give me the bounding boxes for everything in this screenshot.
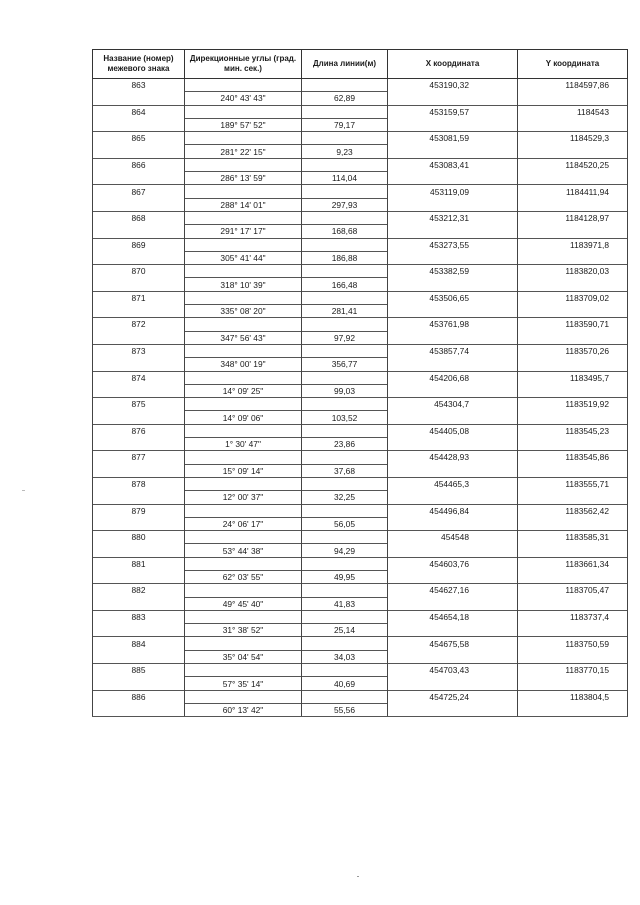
x-coordinate-cell: 453083,41 — [388, 158, 518, 171]
y-coordinate-cell-empty — [518, 517, 628, 530]
length-cell-empty — [302, 477, 388, 490]
bearing-cell-empty — [185, 105, 302, 118]
bearing-cell: 57° 35' 14" — [185, 677, 302, 690]
y-coordinate-cell: 1184520,25 — [518, 158, 628, 171]
segment-row — [93, 677, 628, 690]
x-coordinate-cell-empty — [388, 544, 518, 557]
y-coordinate-cell-empty — [518, 225, 628, 238]
marker-name-cell: 874 — [93, 371, 185, 384]
segment-row — [93, 650, 628, 663]
y-coordinate-cell: 1183495,7 — [518, 371, 628, 384]
marker-name-cell: 870 — [93, 265, 185, 278]
bearing-cell: 60° 13' 42" — [185, 703, 302, 716]
x-coordinate-cell-empty — [388, 225, 518, 238]
bearing-cell-empty — [185, 265, 302, 278]
bearing-cell: 348° 00' 19" — [185, 358, 302, 371]
segment-row — [93, 517, 628, 530]
line-length-cell: 34,03 — [302, 650, 388, 663]
bearing-cell-empty — [185, 477, 302, 490]
line-length-cell: 79,17 — [302, 118, 388, 131]
line-length-cell: 62,89 — [302, 92, 388, 105]
y-coordinate-cell-empty — [518, 438, 628, 451]
y-coordinate-cell-empty — [518, 384, 628, 397]
scan-artifact — [22, 490, 25, 491]
marker-name-cell-empty — [93, 491, 185, 504]
bearing-cell-empty — [185, 211, 302, 224]
line-length-cell: 114,04 — [302, 172, 388, 185]
length-cell-empty — [302, 344, 388, 357]
line-length-cell: 168,68 — [302, 225, 388, 238]
x-coordinate-cell: 454627,16 — [388, 584, 518, 597]
marker-name-cell-empty — [93, 464, 185, 477]
marker-name-cell-empty — [93, 305, 185, 318]
y-coordinate-cell: 1184411,94 — [518, 185, 628, 198]
x-coordinate-cell-empty — [388, 438, 518, 451]
segment-row — [93, 251, 628, 264]
marker-name-cell: 867 — [93, 185, 185, 198]
y-coordinate-cell: 1184597,86 — [518, 79, 628, 92]
bearing-cell: 15° 09' 14" — [185, 464, 302, 477]
x-coordinate-cell-empty — [388, 570, 518, 583]
marker-name-cell: 884 — [93, 637, 185, 650]
x-coordinate-cell-empty — [388, 251, 518, 264]
header-y-coordinate: Y координата — [518, 50, 628, 79]
length-cell-empty — [302, 371, 388, 384]
y-coordinate-cell-empty — [518, 278, 628, 291]
bearing-cell: 14° 09' 06" — [185, 411, 302, 424]
marker-name-cell-empty — [93, 597, 185, 610]
marker-name-cell-empty — [93, 92, 185, 105]
bearing-cell: 31° 38' 52" — [185, 624, 302, 637]
x-coordinate-cell: 454603,76 — [388, 557, 518, 570]
bearing-cell-empty — [185, 291, 302, 304]
bearing-cell: 240° 43' 43" — [185, 92, 302, 105]
bearing-cell-empty — [185, 371, 302, 384]
length-cell-empty — [302, 504, 388, 517]
y-coordinate-cell-empty — [518, 650, 628, 663]
x-coordinate-cell: 453190,32 — [388, 79, 518, 92]
bearing-cell: 335° 08' 20" — [185, 305, 302, 318]
marker-point-row — [93, 158, 628, 171]
y-coordinate-cell-empty — [518, 677, 628, 690]
bearing-cell-empty — [185, 424, 302, 437]
marker-name-cell-empty — [93, 677, 185, 690]
segment-row — [93, 464, 628, 477]
marker-name-cell: 865 — [93, 132, 185, 145]
segment-row — [93, 544, 628, 557]
x-coordinate-cell-empty — [388, 305, 518, 318]
y-coordinate-cell: 1183705,47 — [518, 584, 628, 597]
y-coordinate-cell-empty — [518, 92, 628, 105]
line-length-cell: 32,25 — [302, 491, 388, 504]
y-coordinate-cell-empty — [518, 464, 628, 477]
bearing-cell-empty — [185, 451, 302, 464]
marker-name-cell-empty — [93, 517, 185, 530]
y-coordinate-cell: 1183555,71 — [518, 477, 628, 490]
line-length-cell: 97,92 — [302, 331, 388, 344]
bearing-cell-empty — [185, 690, 302, 703]
line-length-cell: 94,29 — [302, 544, 388, 557]
line-length-cell: 356,77 — [302, 358, 388, 371]
marker-name-cell: 886 — [93, 690, 185, 703]
segment-row — [93, 172, 628, 185]
bearing-cell: 12° 00' 37" — [185, 491, 302, 504]
segment-row — [93, 411, 628, 424]
y-coordinate-cell: 1183804,5 — [518, 690, 628, 703]
marker-point-row — [93, 531, 628, 544]
bearing-cell: 53° 44' 38" — [185, 544, 302, 557]
marker-name-cell-empty — [93, 703, 185, 716]
marker-name-cell-empty — [93, 251, 185, 264]
x-coordinate-cell: 453273,55 — [388, 238, 518, 251]
marker-point-row — [93, 664, 628, 677]
y-coordinate-cell-empty — [518, 358, 628, 371]
marker-name-cell: 863 — [93, 79, 185, 92]
y-coordinate-cell: 1183661,34 — [518, 557, 628, 570]
length-cell-empty — [302, 424, 388, 437]
x-coordinate-cell-empty — [388, 92, 518, 105]
marker-name-cell: 883 — [93, 610, 185, 623]
x-coordinate-cell-empty — [388, 411, 518, 424]
length-cell-empty — [302, 398, 388, 411]
x-coordinate-cell: 454725,24 — [388, 690, 518, 703]
y-coordinate-cell-empty — [518, 331, 628, 344]
bearing-cell-empty — [185, 504, 302, 517]
y-coordinate-cell-empty — [518, 198, 628, 211]
marker-name-cell-empty — [93, 438, 185, 451]
y-coordinate-cell-empty — [518, 172, 628, 185]
marker-point-row — [93, 344, 628, 357]
x-coordinate-cell-empty — [388, 278, 518, 291]
marker-name-cell: 877 — [93, 451, 185, 464]
y-coordinate-cell: 1183750,59 — [518, 637, 628, 650]
x-coordinate-cell: 454496,84 — [388, 504, 518, 517]
bearing-cell: 189° 57' 52" — [185, 118, 302, 131]
marker-point-row — [93, 211, 628, 224]
x-coordinate-cell: 454548 — [388, 531, 518, 544]
marker-point-row — [93, 504, 628, 517]
marker-name-cell: 885 — [93, 664, 185, 677]
x-coordinate-cell-empty — [388, 118, 518, 131]
bearing-cell: 35° 04' 54" — [185, 650, 302, 663]
x-coordinate-cell-empty — [388, 677, 518, 690]
header-bearing: Дирекционные углы (град. мин. сек.) — [185, 50, 302, 79]
x-coordinate-cell-empty — [388, 464, 518, 477]
bearing-cell: 62° 03' 55" — [185, 570, 302, 583]
y-coordinate-cell-empty — [518, 544, 628, 557]
y-coordinate-cell-empty — [518, 570, 628, 583]
x-coordinate-cell: 454428,93 — [388, 451, 518, 464]
bearing-cell-empty — [185, 344, 302, 357]
line-length-cell: 166,48 — [302, 278, 388, 291]
length-cell-empty — [302, 637, 388, 650]
bearing-cell-empty — [185, 557, 302, 570]
bearing-cell: 305° 41' 44" — [185, 251, 302, 264]
bearing-cell-empty — [185, 318, 302, 331]
y-coordinate-cell: 1183709,02 — [518, 291, 628, 304]
length-cell-empty — [302, 79, 388, 92]
bearing-cell-empty — [185, 158, 302, 171]
marker-name-cell-empty — [93, 145, 185, 158]
y-coordinate-cell: 1183545,86 — [518, 451, 628, 464]
line-length-cell: 41,83 — [302, 597, 388, 610]
x-coordinate-cell-empty — [388, 703, 518, 716]
y-coordinate-cell: 1183971,8 — [518, 238, 628, 251]
segment-row — [93, 145, 628, 158]
x-coordinate-cell: 453857,74 — [388, 344, 518, 357]
marker-name-cell-empty — [93, 384, 185, 397]
x-coordinate-cell: 454206,68 — [388, 371, 518, 384]
segment-row — [93, 331, 628, 344]
line-length-cell: 49,95 — [302, 570, 388, 583]
y-coordinate-cell: 1183562,42 — [518, 504, 628, 517]
segment-row — [93, 624, 628, 637]
marker-name-cell-empty — [93, 331, 185, 344]
marker-name-cell: 878 — [93, 477, 185, 490]
x-coordinate-cell: 454304,7 — [388, 398, 518, 411]
marker-point-row — [93, 79, 628, 92]
y-coordinate-cell-empty — [518, 703, 628, 716]
x-coordinate-cell-empty — [388, 384, 518, 397]
y-coordinate-cell-empty — [518, 305, 628, 318]
line-length-cell: 281,41 — [302, 305, 388, 318]
marker-name-cell-empty — [93, 411, 185, 424]
marker-name-cell-empty — [93, 225, 185, 238]
x-coordinate-cell-empty — [388, 517, 518, 530]
x-coordinate-cell-empty — [388, 650, 518, 663]
length-cell-empty — [302, 557, 388, 570]
x-coordinate-cell-empty — [388, 358, 518, 371]
segment-row — [93, 570, 628, 583]
segment-row — [93, 703, 628, 716]
bearing-cell: 1° 30' 47" — [185, 438, 302, 451]
bearing-cell-empty — [185, 610, 302, 623]
bearing-cell: 318° 10' 39" — [185, 278, 302, 291]
marker-point-row — [93, 477, 628, 490]
marker-name-cell: 875 — [93, 398, 185, 411]
length-cell-empty — [302, 265, 388, 278]
bearing-cell: 288° 14' 01" — [185, 198, 302, 211]
bearing-cell-empty — [185, 398, 302, 411]
x-coordinate-cell: 453159,57 — [388, 105, 518, 118]
segment-row — [93, 438, 628, 451]
line-length-cell: 56,05 — [302, 517, 388, 530]
y-coordinate-cell: 1183737,4 — [518, 610, 628, 623]
length-cell-empty — [302, 158, 388, 171]
marker-point-row — [93, 637, 628, 650]
segment-row — [93, 92, 628, 105]
length-cell-empty — [302, 610, 388, 623]
x-coordinate-cell-empty — [388, 597, 518, 610]
header-x-coordinate: X координата — [388, 50, 518, 79]
marker-point-row — [93, 132, 628, 145]
segment-row — [93, 278, 628, 291]
marker-name-cell: 880 — [93, 531, 185, 544]
y-coordinate-cell-empty — [518, 624, 628, 637]
x-coordinate-cell-empty — [388, 198, 518, 211]
y-coordinate-cell: 1183570,26 — [518, 344, 628, 357]
line-length-cell: 40,69 — [302, 677, 388, 690]
segment-row — [93, 118, 628, 131]
segment-row — [93, 225, 628, 238]
marker-name-cell-empty — [93, 172, 185, 185]
line-length-cell: 186,88 — [302, 251, 388, 264]
marker-point-row — [93, 185, 628, 198]
bearing-cell: 14° 09' 25" — [185, 384, 302, 397]
marker-name-cell: 881 — [93, 557, 185, 570]
length-cell-empty — [302, 690, 388, 703]
line-length-cell: 23,86 — [302, 438, 388, 451]
length-cell-empty — [302, 105, 388, 118]
x-coordinate-cell: 453382,59 — [388, 265, 518, 278]
line-length-cell: 99,03 — [302, 384, 388, 397]
x-coordinate-cell: 454405,08 — [388, 424, 518, 437]
marker-name-cell-empty — [93, 570, 185, 583]
x-coordinate-cell: 453119,09 — [388, 185, 518, 198]
bearing-cell-empty — [185, 79, 302, 92]
header-line-length: Длина линии(м) — [302, 50, 388, 79]
bearing-cell-empty — [185, 531, 302, 544]
marker-name-cell-empty — [93, 278, 185, 291]
bearing-cell-empty — [185, 238, 302, 251]
table-body — [93, 79, 628, 717]
marker-point-row — [93, 584, 628, 597]
marker-name-cell-empty — [93, 358, 185, 371]
marker-name-cell: 876 — [93, 424, 185, 437]
length-cell-empty — [302, 185, 388, 198]
y-coordinate-cell-empty — [518, 597, 628, 610]
marker-name-cell: 869 — [93, 238, 185, 251]
length-cell-empty — [302, 531, 388, 544]
marker-point-row — [93, 451, 628, 464]
segment-row — [93, 358, 628, 371]
marker-name-cell: 882 — [93, 584, 185, 597]
line-length-cell: 25,14 — [302, 624, 388, 637]
bearing-cell-empty — [185, 584, 302, 597]
length-cell-empty — [302, 584, 388, 597]
length-cell-empty — [302, 318, 388, 331]
x-coordinate-cell-empty — [388, 331, 518, 344]
segment-row — [93, 384, 628, 397]
y-coordinate-cell: 1184543 — [518, 105, 628, 118]
marker-name-cell: 873 — [93, 344, 185, 357]
length-cell-empty — [302, 664, 388, 677]
segment-row — [93, 305, 628, 318]
marker-point-row — [93, 557, 628, 570]
bearing-cell: 286° 13' 59" — [185, 172, 302, 185]
y-coordinate-cell-empty — [518, 491, 628, 504]
marker-point-row — [93, 265, 628, 278]
bearing-cell: 281° 22' 15" — [185, 145, 302, 158]
marker-point-row — [93, 291, 628, 304]
line-length-cell: 37,68 — [302, 464, 388, 477]
x-coordinate-cell: 453212,31 — [388, 211, 518, 224]
marker-point-row — [93, 610, 628, 623]
marker-point-row — [93, 371, 628, 384]
marker-point-row — [93, 424, 628, 437]
marker-name-cell-empty — [93, 198, 185, 211]
boundary-coordinates-table — [92, 49, 628, 717]
y-coordinate-cell: 1183820,03 — [518, 265, 628, 278]
x-coordinate-cell-empty — [388, 145, 518, 158]
header-marker-name: Название (номер) межевого знака — [93, 50, 185, 79]
line-length-cell: 9,23 — [302, 145, 388, 158]
x-coordinate-cell: 454703,43 — [388, 664, 518, 677]
marker-name-cell: 872 — [93, 318, 185, 331]
marker-name-cell-empty — [93, 650, 185, 663]
bearing-cell: 49° 45' 40" — [185, 597, 302, 610]
marker-point-row — [93, 398, 628, 411]
y-coordinate-cell-empty — [518, 411, 628, 424]
x-coordinate-cell: 453761,98 — [388, 318, 518, 331]
length-cell-empty — [302, 451, 388, 464]
marker-name-cell: 868 — [93, 211, 185, 224]
bearing-cell-empty — [185, 637, 302, 650]
line-length-cell: 103,52 — [302, 411, 388, 424]
x-coordinate-cell-empty — [388, 491, 518, 504]
y-coordinate-cell: 1183770,15 — [518, 664, 628, 677]
segment-row — [93, 491, 628, 504]
bearing-cell-empty — [185, 664, 302, 677]
y-coordinate-cell-empty — [518, 118, 628, 131]
table-header — [93, 50, 628, 79]
x-coordinate-cell-empty — [388, 624, 518, 637]
marker-name-cell-empty — [93, 118, 185, 131]
y-coordinate-cell: 1184128,97 — [518, 211, 628, 224]
bearing-cell: 347° 56' 43" — [185, 331, 302, 344]
length-cell-empty — [302, 238, 388, 251]
bearing-cell: 291° 17' 17" — [185, 225, 302, 238]
length-cell-empty — [302, 211, 388, 224]
x-coordinate-cell: 454675,58 — [388, 637, 518, 650]
x-coordinate-cell: 453081,59 — [388, 132, 518, 145]
marker-point-row — [93, 318, 628, 331]
line-length-cell: 297,93 — [302, 198, 388, 211]
y-coordinate-cell: 1184529,3 — [518, 132, 628, 145]
header-row — [93, 50, 628, 79]
bearing-cell-empty — [185, 185, 302, 198]
length-cell-empty — [302, 132, 388, 145]
x-coordinate-cell: 453506,65 — [388, 291, 518, 304]
segment-row — [93, 198, 628, 211]
x-coordinate-cell: 454465,3 — [388, 477, 518, 490]
marker-name-cell: 871 — [93, 291, 185, 304]
marker-point-row — [93, 105, 628, 118]
length-cell-empty — [302, 291, 388, 304]
y-coordinate-cell-empty — [518, 251, 628, 264]
scan-artifact — [357, 876, 359, 877]
y-coordinate-cell: 1183545,23 — [518, 424, 628, 437]
bearing-cell-empty — [185, 132, 302, 145]
marker-name-cell: 864 — [93, 105, 185, 118]
marker-name-cell: 879 — [93, 504, 185, 517]
marker-name-cell: 866 — [93, 158, 185, 171]
line-length-cell: 55,56 — [302, 703, 388, 716]
segment-row — [93, 597, 628, 610]
marker-point-row — [93, 690, 628, 703]
x-coordinate-cell-empty — [388, 172, 518, 185]
y-coordinate-cell-empty — [518, 145, 628, 158]
marker-name-cell-empty — [93, 624, 185, 637]
y-coordinate-cell: 1183519,92 — [518, 398, 628, 411]
bearing-cell: 24° 06' 17" — [185, 517, 302, 530]
y-coordinate-cell: 1183590,71 — [518, 318, 628, 331]
y-coordinate-cell: 1183585,31 — [518, 531, 628, 544]
marker-name-cell-empty — [93, 544, 185, 557]
x-coordinate-cell: 454654,18 — [388, 610, 518, 623]
marker-point-row — [93, 238, 628, 251]
